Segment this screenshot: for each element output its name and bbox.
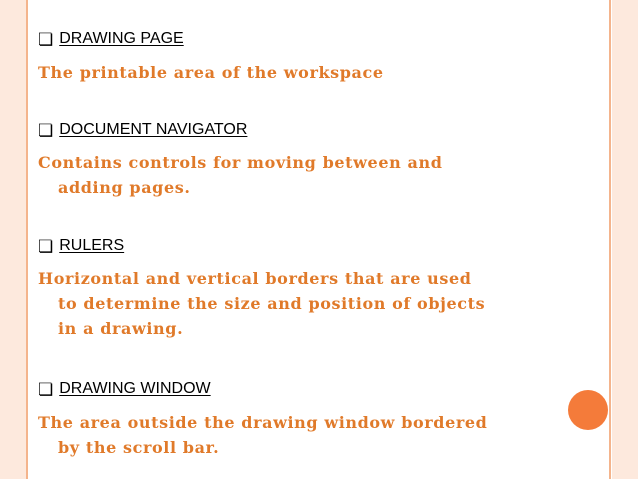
checkbox-bullet-icon: ❏	[38, 379, 54, 399]
description-line: by the scroll bar.	[58, 438, 220, 457]
left-margin-rule	[26, 0, 28, 479]
heading-label: DRAWING PAGE	[59, 30, 184, 47]
description-drawing-window	[38, 410, 578, 460]
description-line: adding pages.	[58, 178, 191, 197]
description-line: in a drawing.	[58, 319, 184, 338]
right-margin-rule	[609, 0, 611, 479]
item-heading-document-navigator	[38, 121, 247, 139]
description-line: The printable area of the workspace	[38, 63, 384, 82]
heading-label: RULERS	[59, 237, 125, 254]
item-heading-rulers	[38, 237, 124, 255]
description-rulers	[38, 266, 578, 341]
checkbox-bullet-icon: ❏	[38, 29, 54, 49]
description-line: Contains controls for moving between and	[38, 153, 443, 172]
heading-label: DOCUMENT NAVIGATOR	[59, 121, 248, 138]
description-line: The area outside the drawing window bordered	[38, 413, 488, 432]
checkbox-bullet-icon: ❏	[38, 236, 54, 256]
right-margin-band	[612, 0, 638, 479]
description-document-navigator	[38, 150, 578, 200]
item-heading-drawing-window	[38, 380, 211, 398]
heading-label: DRAWING WINDOW	[59, 380, 211, 397]
description-line: to determine the size and position of objects	[58, 294, 486, 313]
description-line: Horizontal and vertical borders that are used	[38, 269, 472, 288]
checkbox-bullet-icon: ❏	[38, 120, 54, 140]
left-margin-band	[0, 0, 26, 479]
item-heading-drawing-page	[38, 30, 184, 48]
description-drawing-page	[38, 60, 578, 85]
